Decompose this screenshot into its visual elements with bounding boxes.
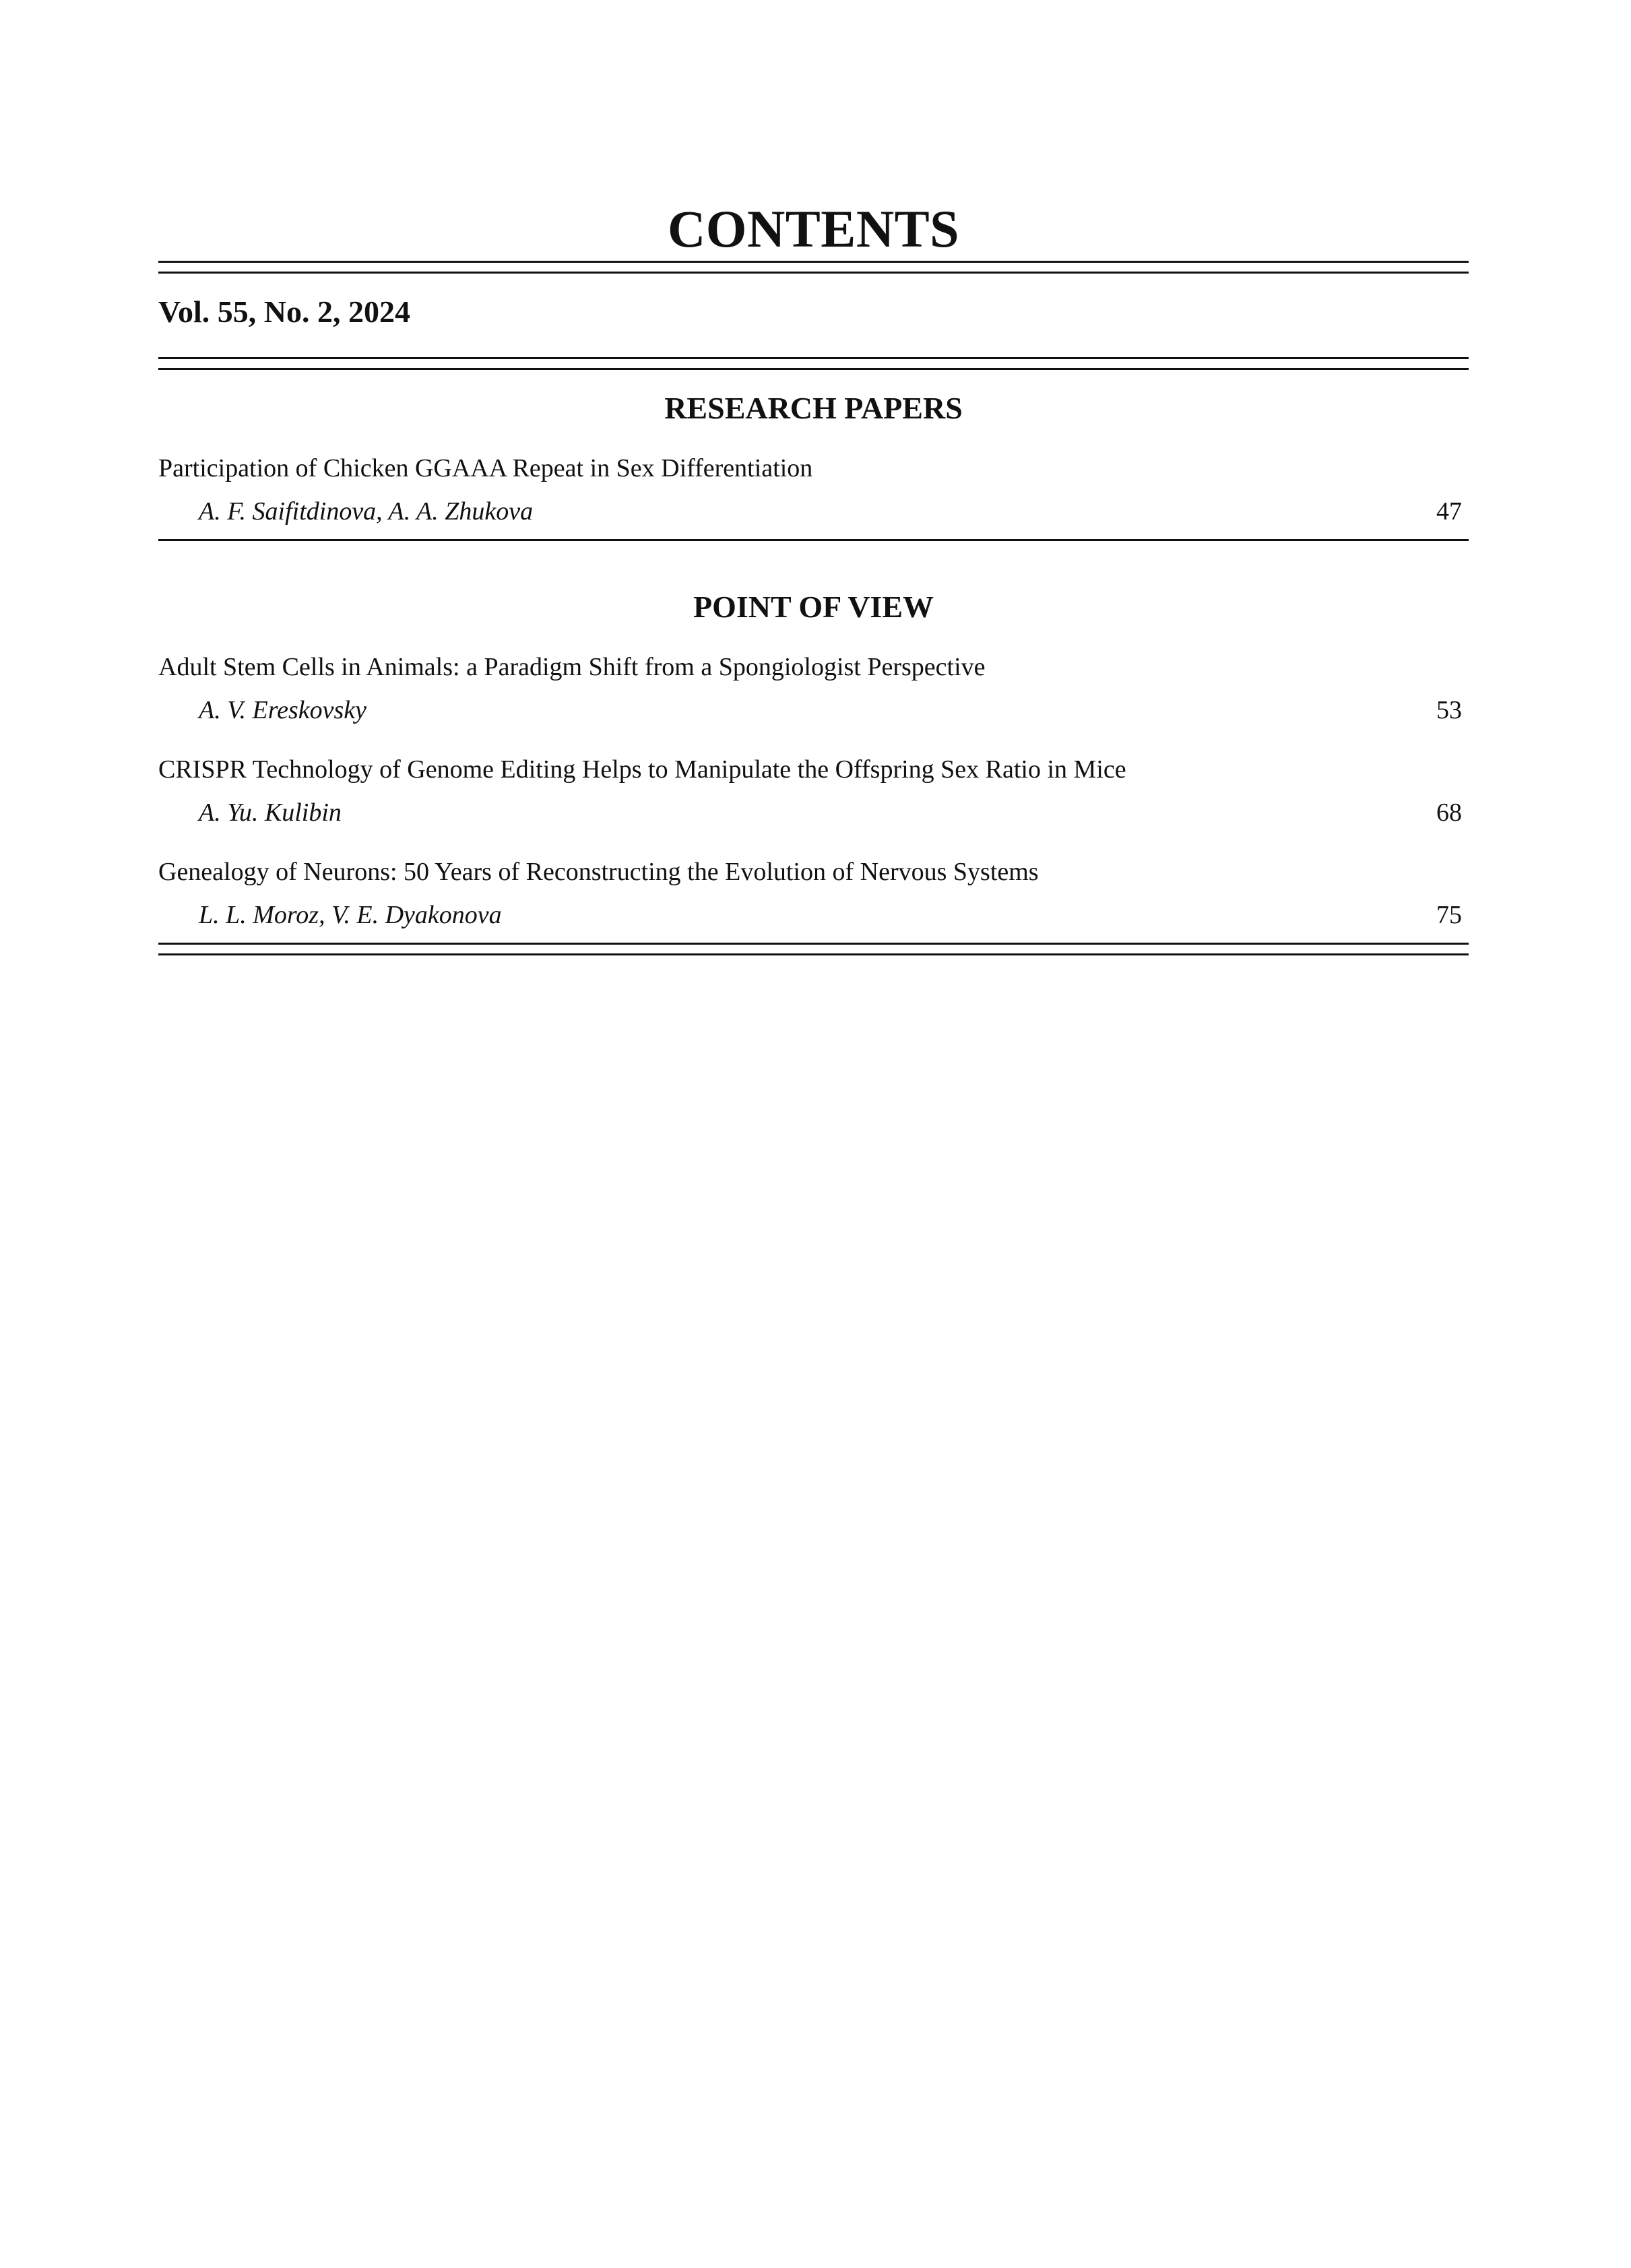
section-title: POINT OF VIEW bbox=[693, 590, 934, 624]
issue-double-rule bbox=[158, 357, 1469, 372]
entry-page-number[interactable]: 53 bbox=[1436, 696, 1462, 724]
toc-entry[interactable] bbox=[158, 754, 1469, 828]
entry-authors: L. L. Moroz, V. E. Dyakonova bbox=[199, 901, 502, 929]
rule-line bbox=[158, 261, 1469, 263]
entry-title[interactable]: Adult Stem Cells in Animals: a Paradigm Shift from a Spongiologist Perspective bbox=[158, 653, 986, 681]
entry-authors: A. V. Ereskovsky bbox=[199, 696, 367, 724]
entry-title[interactable]: CRISPR Technology of Genome Editing Helps to Manipulate the Offspring Sex Ratio in Mice bbox=[158, 755, 1126, 784]
section-divider bbox=[158, 539, 1469, 541]
rule-line bbox=[158, 953, 1469, 955]
entry-title[interactable]: Participation of Chicken GGAAA Repeat in Sex Differentiation bbox=[158, 454, 813, 482]
entry-page-number[interactable]: 75 bbox=[1436, 901, 1462, 929]
entry-page-number[interactable]: 68 bbox=[1436, 798, 1462, 827]
toc-entry[interactable] bbox=[158, 453, 1469, 527]
entry-meta bbox=[158, 496, 1469, 527]
toc-entry[interactable] bbox=[158, 856, 1469, 931]
section-point-of-view bbox=[158, 588, 1469, 957]
contents-page bbox=[158, 199, 1469, 957]
section-research-papers bbox=[158, 389, 1469, 541]
entry-meta bbox=[158, 695, 1469, 726]
entry-meta bbox=[158, 900, 1469, 931]
rule-line bbox=[158, 272, 1469, 274]
entry-page-number[interactable]: 47 bbox=[1436, 497, 1462, 526]
entry-authors: A. Yu. Kulibin bbox=[199, 798, 342, 827]
rule-line bbox=[158, 357, 1469, 359]
section-title: RESEARCH PAPERS bbox=[664, 391, 963, 425]
entry-meta bbox=[158, 797, 1469, 828]
rule-line bbox=[158, 368, 1469, 370]
page-title: CONTENTS bbox=[667, 199, 960, 258]
toc-entry[interactable] bbox=[158, 652, 1469, 726]
entry-authors: A. F. Saifitdinova, A. A. Zhukova bbox=[199, 497, 534, 526]
rule-line bbox=[158, 943, 1469, 945]
title-double-rule bbox=[158, 261, 1469, 276]
issue-label: Vol. 55, No. 2, 2024 bbox=[158, 294, 410, 329]
entry-title[interactable]: Genealogy of Neurons: 50 Years of Reconstructing the Evolution of Nervous Systems bbox=[158, 858, 1039, 886]
closing-double-rule bbox=[158, 943, 1469, 957]
